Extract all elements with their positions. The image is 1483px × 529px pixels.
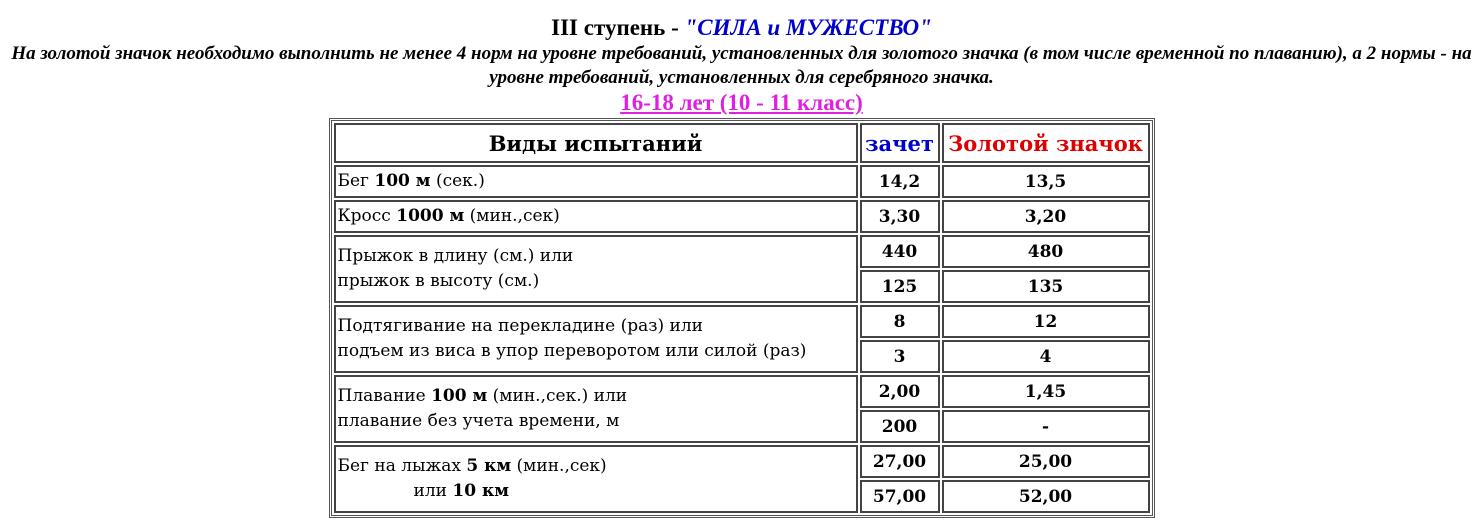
cross-distance: 1000 м <box>396 206 465 226</box>
test-name-jump <box>334 235 858 303</box>
swim-unit: (мин.,сек.) или <box>487 386 628 406</box>
test-name-ski <box>334 445 858 513</box>
page-title <box>0 14 1483 42</box>
swim-gold-1: 1,45 <box>942 375 1150 408</box>
table-row <box>334 235 1150 268</box>
ski-unit: (мин.,сек) <box>511 456 607 476</box>
page <box>0 14 1483 518</box>
table-row <box>334 165 1150 198</box>
test-name-pullup <box>334 305 858 373</box>
ski-pass-2: 57,00 <box>860 480 940 513</box>
cross-pass: 3,30 <box>860 200 940 233</box>
requirements-note: На золотой значок необходимо выполнить не менее 4 норм на уровне требований, установленных для золотого значка (в том числе временной по плаванию), а 2 нормы - на уровне требований, установленных для серебряного значка. <box>11 43 1472 88</box>
run100-gold: 13,5 <box>942 165 1150 198</box>
jump-pass-2: 125 <box>860 270 940 303</box>
ski-pre: Бег на лыжах <box>337 456 467 476</box>
pullup-line1: Подтягивание на перекладине (раз) или <box>337 316 703 336</box>
pullup-gold-1: 12 <box>942 305 1150 338</box>
jump-pass-1: 440 <box>860 235 940 268</box>
header-gold: Золотой значок <box>942 123 1150 163</box>
ski-line2 <box>338 481 510 501</box>
pullup-pass-1: 8 <box>860 305 940 338</box>
ski-distance: 5 км <box>466 456 512 476</box>
ski-gold-1: 25,00 <box>942 445 1150 478</box>
header-tests: Виды испытаний <box>334 123 858 163</box>
swim-pre: Плавание <box>337 386 432 406</box>
run100-distance: 100 м <box>374 171 431 191</box>
ski-line2-pre: или <box>413 481 453 501</box>
table-row <box>334 445 1150 478</box>
norms-table <box>329 118 1155 518</box>
cross-unit: (мин.,сек) <box>464 206 560 226</box>
ski-pass-1: 27,00 <box>860 445 940 478</box>
pullup-line2: подъем из виса в упор переворотом или силой (раз) <box>337 341 807 361</box>
jump-gold-2: 135 <box>942 270 1150 303</box>
cross-gold: 3,20 <box>942 200 1150 233</box>
swim-gold-2: - <box>942 410 1150 443</box>
swim-line2: плавание без учета времени, м <box>337 411 620 431</box>
table-row <box>334 200 1150 233</box>
run100-pass: 14,2 <box>860 165 940 198</box>
jump-line2: прыжок в высоту (см.) <box>337 271 540 291</box>
pullup-gold-2: 4 <box>942 340 1150 373</box>
cross-pre: Кросс <box>337 206 397 226</box>
pullup-pass-2: 3 <box>860 340 940 373</box>
table-row <box>334 375 1150 408</box>
swim-distance: 100 м <box>431 386 488 406</box>
test-name-run100 <box>334 165 858 198</box>
table-row <box>334 305 1150 338</box>
table-header-row <box>334 123 1150 163</box>
ski-gold-2: 52,00 <box>942 480 1150 513</box>
test-name-cross <box>334 200 858 233</box>
swim-pass-1: 2,00 <box>860 375 940 408</box>
run100-pre: Бег <box>337 171 375 191</box>
header-pass: зачет <box>860 123 940 163</box>
jump-gold-1: 480 <box>942 235 1150 268</box>
ski-line2-distance: 10 км <box>452 481 509 501</box>
stage-label: III ступень - <box>551 15 685 40</box>
swim-pass-2: 200 <box>860 410 940 443</box>
jump-line1: Прыжок в длину (см.) или <box>337 246 574 266</box>
age-group-link[interactable]: 16-18 лет (10 - 11 класс) <box>620 90 863 115</box>
motto: "СИЛА и МУЖЕСТВО" <box>684 15 932 40</box>
test-name-swim <box>334 375 858 443</box>
run100-unit: (сек.) <box>430 171 485 191</box>
